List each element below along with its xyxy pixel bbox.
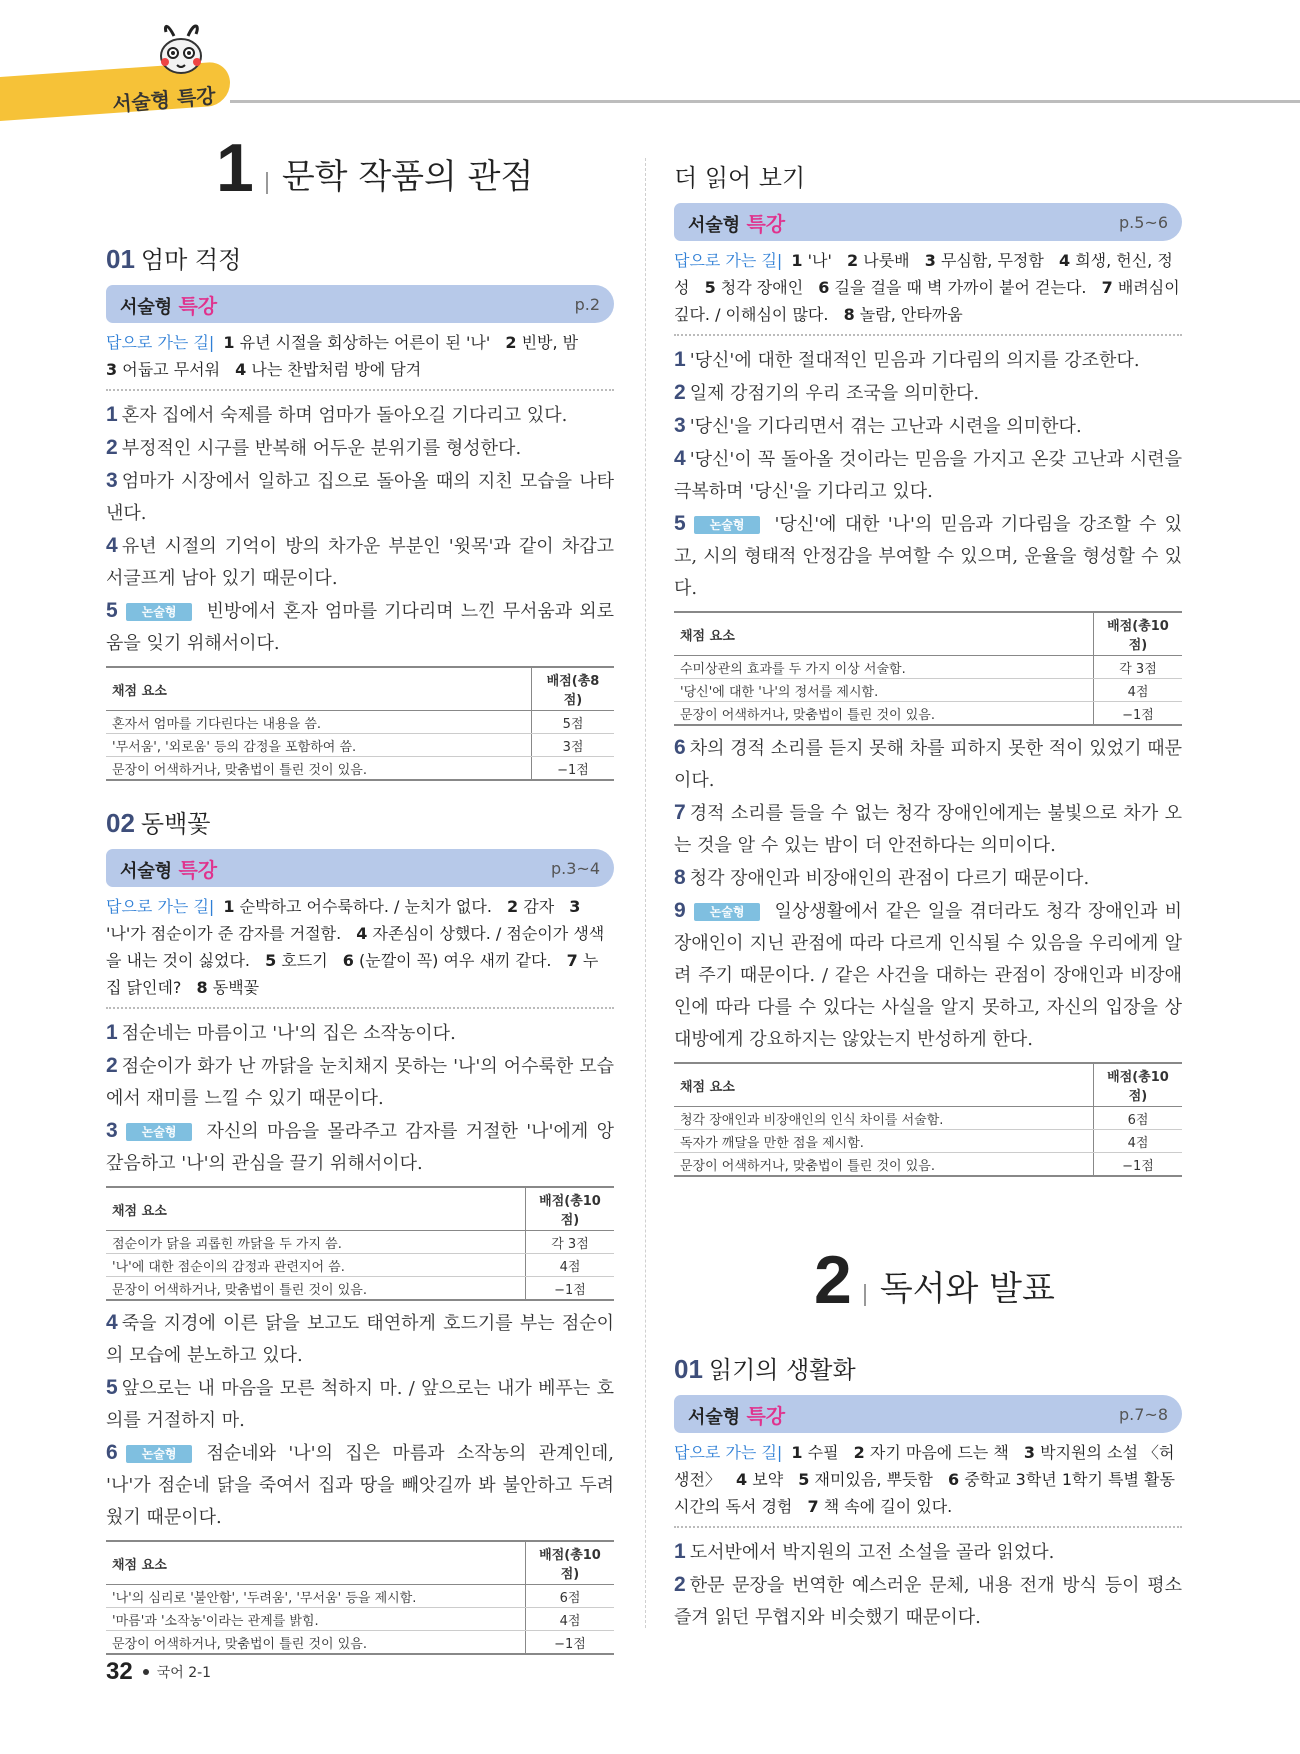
- list-item: 1 '당신'에 대한 절대적인 믿음과 기다림의 의지를 강조한다.: [674, 348, 1140, 371]
- table-row: '무서움', '외로움' 등의 감정을 포함하여 씀. 3점: [106, 734, 614, 757]
- special-lecture-bar: 서술형 특강 p.7~8: [674, 1395, 1182, 1433]
- essay-tag: 논술형: [694, 516, 761, 534]
- list-item: 3 '당신'을 기다리면서 겪는 고난과 시련을 의미한다.: [674, 414, 1082, 437]
- list-item: 5 앞으로는 내 마음을 모른 척하지 마. / 앞으로는 내가 베푸는 호의를 거절하지 마.: [106, 1376, 614, 1431]
- table-row: 문장이 어색하거나, 맞춤법이 틀린 것이 있음. −1점: [106, 1277, 614, 1301]
- table-row: '당신'에 대한 '나'의 정서를 제시함. 4점: [674, 679, 1182, 702]
- section-title: 02 동백꽃: [106, 808, 211, 838]
- scoring-table: 채점 요소 배점(총8점) 혼자서 엄마를 기다린다는 내용을 씀. 5점 '무서움', '외로움' 등의 감정을 포함하여 씀. 3점 문장이 어색하거나, 맞춤법이 틀린 것이 있음. −1점: [106, 666, 614, 781]
- section-camellia: [106, 804, 614, 1655]
- chapter-2-heading: [814, 1242, 1055, 1318]
- scoring-table: 채점 요소 배점(총10점) 점순이가 닭을 괴롭힌 까닭을 두 가지 씀. 각 3점 '나'에 대한 점순이의 감정과 관련지어 씀. 4점 문장이 어색하거나, 맞춤법이 틀린 것이 있음. −1점: [106, 1186, 614, 1301]
- table-row: '나'의 심리로 '불안함', '두려움', '무서움' 등을 제시함. 6점: [106, 1585, 614, 1608]
- section-title: 더 읽어 보기: [674, 164, 806, 192]
- table-row: 문장이 어색하거나, 맞춤법이 틀린 것이 있음. −1점: [674, 702, 1182, 726]
- chapter-1-heading: [216, 130, 534, 206]
- chapter-number: 1: [216, 130, 254, 206]
- page-ref: p.5~6: [1118, 212, 1168, 232]
- section-more-reading: [674, 158, 1182, 1177]
- list-item: 3 논술형 자신의 마음을 몰라주고 감자를 거절한 '나'에게 앙갚음하고 '나'의 관심을 끌기 위해서이다.: [106, 1119, 614, 1174]
- page-footer: [106, 1658, 211, 1686]
- answer-list: [106, 399, 614, 660]
- table-row: 청각 장애인과 비장애인의 인식 차이를 서술함. 6점: [674, 1107, 1182, 1130]
- page-ref: p.2: [574, 294, 600, 314]
- list-item: 9 논술형 일상생활에서 같은 일을 겪더라도 청각 장애인과 비장애인이 지닌 관점에 따라 다르게 인식될 수 있음을 우리에게 알려 주기 때문이다. / 같은 사건을 대하는 관점이 장애인과 비장애인에 따라 다를 수 있다는 사실을 알지 못하고, 자신의 입장을 상대방에게 강요하지는 않았는지 반성하게 한다.: [674, 899, 1182, 1050]
- list-item: 5 논술형 '당신'에 대한 '나'의 믿음과 기다림을 강조할 수 있고, 시의 형태적 안정감을 부여할 수 있으며, 운율을 형성할 수 있다.: [674, 512, 1182, 599]
- table-row: 문장이 어색하거나, 맞춤법이 틀린 것이 있음. −1점: [106, 757, 614, 781]
- chapter-title: 문학 작품의 관점: [281, 157, 534, 197]
- answer-guide: 답으로 가는 길| 1 '나' 2 나룻배 3 무심함, 무정함 4 희생, 헌신, 정성 5 청각 장애인 6 길을 걸을 때 벽 가까이 붙어 걷는다. 7 배려심이 깊다. / 이해심이 많다. 8 놀람, 안타까움: [674, 247, 1182, 336]
- special-lecture-bar: 서술형 특강 p.5~6: [674, 203, 1182, 241]
- special-lecture-bar: 서술형 특강 p.2: [106, 285, 614, 323]
- essay-tag: 논술형: [126, 1123, 193, 1141]
- book-title: 국어 2-1: [156, 1665, 212, 1681]
- list-item: 2 일제 강점기의 우리 조국을 의미한다.: [674, 381, 980, 404]
- answer-list: [674, 732, 1182, 1056]
- list-item: 1 도서반에서 박지원의 고전 소설을 골라 읽었다.: [674, 1540, 1055, 1563]
- answer-list: [106, 1307, 614, 1534]
- chapter-number: 2: [814, 1242, 852, 1318]
- chapter-title: 독서와 발표: [879, 1269, 1055, 1309]
- list-item: 4 '당신'이 꼭 돌아올 것이라는 믿음을 가지고 온갖 고난과 시련을 극복하며 '당신'을 기다리고 있다.: [674, 447, 1182, 502]
- table-row: 수미상관의 효과를 두 가지 이상 서술함. 각 3점: [674, 656, 1182, 679]
- answer-guide: 답으로 가는 길| 1 유년 시절을 회상하는 어른이 된 '나' 2 빈방, 밤 3 어둡고 무서워 4 나는 찬밥처럼 방에 담겨: [106, 329, 614, 391]
- column-divider: [645, 158, 646, 1628]
- list-item: 2 점순이가 화가 난 까닭을 눈치채지 못하는 '나'의 어수룩한 모습에서 재미를 느낄 수 있기 때문이다.: [106, 1054, 614, 1109]
- section-title: 01 엄마 걱정: [106, 244, 242, 274]
- answer-guide: 답으로 가는 길| 1 순박하고 어수룩하다. / 눈치가 없다. 2 감자 3 '나'가 점순이가 준 감자를 거절함. 4 자존심이 상했다. / 점순이가 생색을 내는 것이 싫었다. 5 호드기 6 (눈깔이 꼭) 여우 새끼 같다. 7 누 집 닭인데? 8 동백꽃: [106, 893, 614, 1009]
- essay-tag: 논술형: [694, 903, 761, 921]
- table-row: '나'에 대한 점순이의 감정과 관련지어 씀. 4점: [106, 1254, 614, 1277]
- scoring-table: 채점 요소 배점(총10점) 수미상관의 효과를 두 가지 이상 서술함. 각 3점 '당신'에 대한 '나'의 정서를 제시함. 4점 문장이 어색하거나, 맞춤법이 틀린 것이 있음. −1점: [674, 611, 1182, 726]
- scoring-table: 채점 요소 배점(총10점) '나'의 심리로 '불안함', '두려움', '무서움' 등을 제시함. 6점 '마름'과 '소작농'이라는 관계를 밝힘. 4점 문장이 어색하거나, 맞춤법이 틀린 것이 있음. −1점: [106, 1540, 614, 1655]
- list-item: 7 경적 소리를 들을 수 없는 청각 장애인에게는 불빛으로 차가 오는 것을 알 수 있는 밤이 더 안전하다는 의미이다.: [674, 801, 1182, 856]
- list-item: 5 논술형 빈방에서 혼자 엄마를 기다리며 느낀 무서움과 외로움을 잊기 위해서이다.: [106, 599, 614, 654]
- list-item: 6 논술형 점순네와 '나'의 집은 마름과 소작농의 관계인데, '나'가 점순네 닭을 죽여서 집과 땅을 빼앗길까 봐 불안하고 두려웠기 때문이다.: [106, 1441, 614, 1528]
- list-item: 1 점순네는 마름이고 '나'의 집은 소작농이다.: [106, 1021, 456, 1044]
- list-item: 4 죽을 지경에 이른 닭을 보고도 태연하게 호드기를 부는 점순이의 모습에 분노하고 있다.: [106, 1311, 614, 1366]
- essay-tag: 논술형: [126, 1445, 193, 1463]
- header-label: 서술형 특강: [111, 83, 217, 117]
- mascot-icon: [150, 22, 212, 84]
- section-title: 01 읽기의 생활화: [674, 1354, 856, 1384]
- header-rule: [230, 100, 1300, 103]
- list-item: 2 부정적인 시구를 반복해 어두운 분위기를 형성한다.: [106, 436, 522, 459]
- essay-tag: 논술형: [126, 603, 193, 621]
- answer-list: [106, 1017, 614, 1180]
- list-item: 2 한문 문장을 번역한 예스러운 문체, 내용 전개 방식 등이 평소 즐겨 읽던 무협지와 비슷했기 때문이다.: [674, 1573, 1182, 1628]
- answer-list: [674, 1536, 1182, 1634]
- list-item: 8 청각 장애인과 비장애인의 관점이 다르기 때문이다.: [674, 866, 1090, 889]
- table-row: 문장이 어색하거나, 맞춤법이 틀린 것이 있음. −1점: [674, 1153, 1182, 1177]
- special-lecture-bar: 서술형 특강 p.3~4: [106, 849, 614, 887]
- page-ref: p.7~8: [1118, 1404, 1168, 1424]
- scoring-table: 채점 요소 배점(총10점) 청각 장애인과 비장애인의 인식 차이를 서술함. 6점 독자가 깨달을 만한 점을 제시함. 4점 문장이 어색하거나, 맞춤법이 틀린 것이 있음. −1점: [674, 1062, 1182, 1177]
- table-row: '마름'과 '소작농'이라는 관계를 밝힘. 4점: [106, 1608, 614, 1631]
- table-row: 점순이가 닭을 괴롭힌 까닭을 두 가지 씀. 각 3점: [106, 1231, 614, 1254]
- table-row: 독자가 깨달을 만한 점을 제시함. 4점: [674, 1130, 1182, 1153]
- section-reading-life: [674, 1350, 1182, 1634]
- list-item: 6 차의 경적 소리를 듣지 못해 차를 피하지 못한 적이 있었기 때문이다.: [674, 736, 1182, 791]
- list-item: 4 유년 시절의 기억이 방의 차가운 부분인 '윗목'과 같이 차갑고 서글프게 남아 있기 때문이다.: [106, 534, 614, 589]
- page-ref: p.3~4: [550, 858, 600, 878]
- answer-list: [674, 344, 1182, 605]
- table-row: 혼자서 엄마를 기다린다는 내용을 씀. 5점: [106, 711, 614, 734]
- list-item: 1 혼자 집에서 숙제를 하며 엄마가 돌아오길 기다리고 있다.: [106, 403, 568, 426]
- list-item: 3 엄마가 시장에서 일하고 집으로 돌아올 때의 지친 모습을 나타낸다.: [106, 469, 614, 524]
- section-mom-worry: [106, 240, 614, 781]
- answer-guide: 답으로 가는 길| 1 수필 2 자기 마음에 드는 책 3 박지원의 소설 〈허생전〉 4 보약 5 재미있음, 뿌듯함 6 중학교 3학년 1학기 특별 활동 시간의 독서 경험 7 책 속에 길이 있다.: [674, 1439, 1182, 1528]
- table-row: 문장이 어색하거나, 맞춤법이 틀린 것이 있음. −1점: [106, 1631, 614, 1655]
- page-number: 32: [106, 1658, 133, 1685]
